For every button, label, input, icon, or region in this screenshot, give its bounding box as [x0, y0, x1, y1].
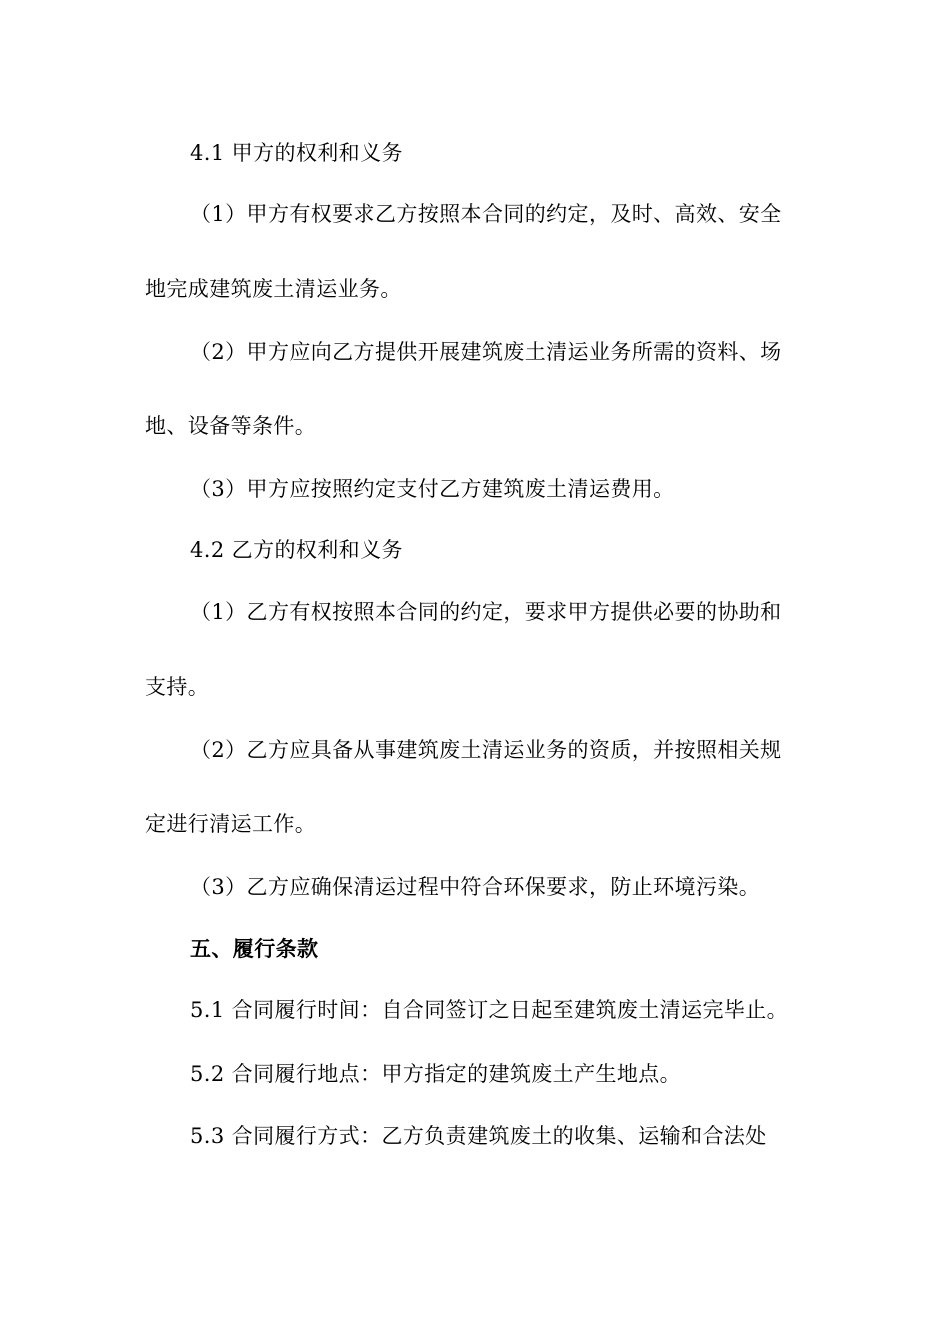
- paragraph-4-1-2-line-2: 地、设备等条件。: [145, 414, 317, 438]
- paragraph-4-2-2-line-2: 定进行清运工作。: [145, 812, 317, 836]
- paragraph-4-2-3: （3）乙方应确保清运过程中符合环保要求，防止环境污染。: [190, 875, 761, 899]
- clause-5-2: 5.2 合同履行地点：甲方指定的建筑废土产生地点。: [190, 1062, 682, 1086]
- section-4-1-heading: 4.1 甲方的权利和义务: [190, 141, 403, 165]
- clause-5-3: 5.3 合同履行方式：乙方负责建筑废土的收集、运输和合法处: [190, 1124, 767, 1148]
- paragraph-4-1-2-line-1: （2）甲方应向乙方提供开展建筑废土清运业务所需的资料、场: [190, 340, 782, 364]
- paragraph-4-1-1-line-1: （1）甲方有权要求乙方按照本合同的约定，及时、高效、安全: [190, 202, 782, 226]
- paragraph-4-1-3: （3）甲方应按照约定支付乙方建筑废土清运费用。: [190, 477, 675, 501]
- chapter-5-heading: 五、履行条款: [190, 936, 319, 961]
- paragraph-4-2-1-line-1: （1）乙方有权按照本合同的约定，要求甲方提供必要的协助和: [190, 600, 782, 624]
- paragraph-4-2-2-line-1: （2）乙方应具备从事建筑废土清运业务的资质，并按照相关规: [190, 738, 782, 762]
- section-4-2-heading: 4.2 乙方的权利和义务: [190, 538, 403, 562]
- clause-5-1: 5.1 合同履行时间：自合同签订之日起至建筑废土清运完毕止。: [190, 998, 789, 1022]
- paragraph-4-1-1-line-2: 地完成建筑废土清运业务。: [145, 277, 402, 301]
- paragraph-4-2-1-line-2: 支持。: [145, 675, 210, 699]
